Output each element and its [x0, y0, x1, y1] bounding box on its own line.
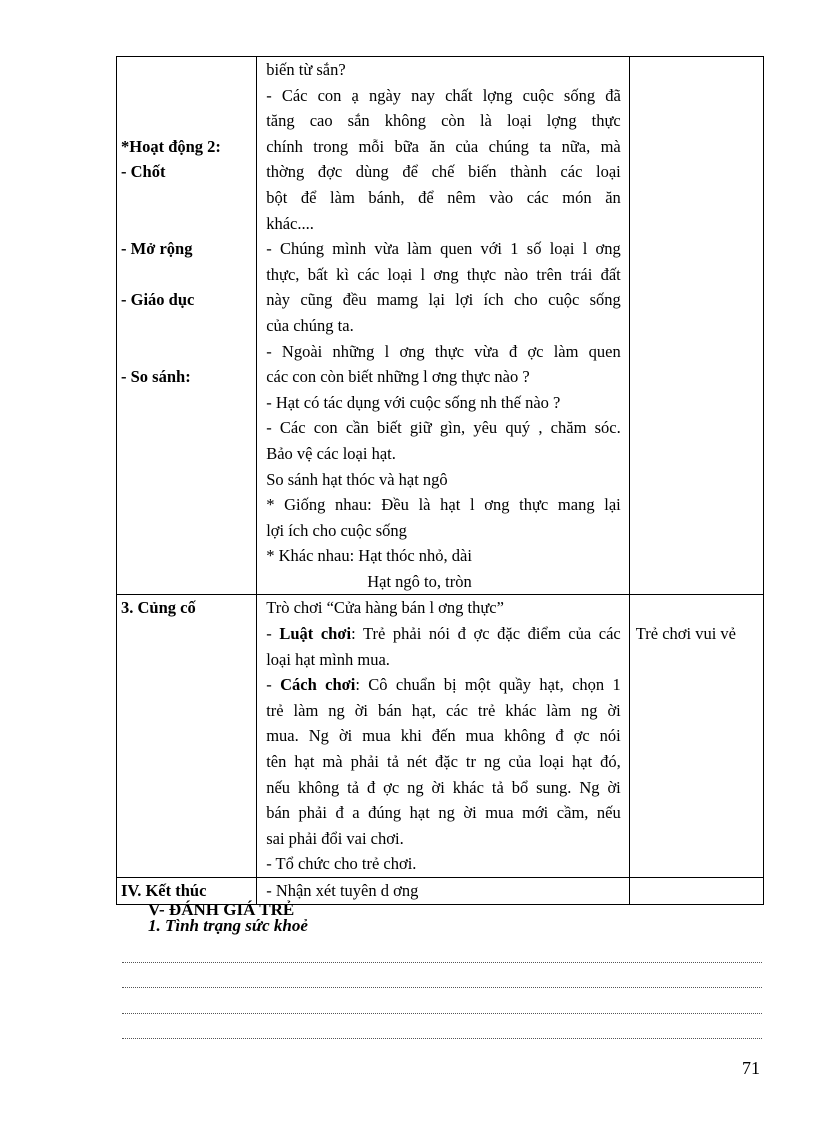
how-heading: Cách chơi [280, 675, 356, 695]
label-so-sanh: - So sánh: [121, 367, 191, 387]
section-subtitle: 1. Tình trạng sức khoẻ [148, 916, 308, 935]
table-row [117, 595, 764, 878]
content-line: thờng đợc dùng để chế biến thành các loại [266, 162, 621, 182]
outcome-cell [629, 57, 763, 595]
content-line: của chúng ta. [266, 315, 354, 335]
label-mo-rong: - Mở rộng [121, 239, 193, 259]
outcome-cell [629, 878, 763, 905]
label-chot: - Chốt [121, 162, 166, 182]
content-line: nếu không tả đ ợc ng ời khác tả bổ sung. Ng ời [266, 777, 621, 797]
dotted-line [122, 987, 762, 988]
content-line: Hạt ngô to, tròn [367, 571, 472, 591]
content-line: - Ngoài những l ơng thực vừa đ ợc làm quen [266, 341, 621, 361]
rule-heading: Luật chơi [279, 624, 352, 644]
label-ket-thuc: IV. Kết thúc [121, 881, 207, 900]
content-line: chính trong mỗi bữa ăn của chúng ta nữa, mà [266, 136, 621, 156]
page-number: 71 [742, 1058, 760, 1078]
content-line: loại hạt mình mua. [266, 649, 390, 669]
content-line: các con còn biết những l ơng thực nào ? [266, 367, 530, 387]
content-line: biến từ sắn? [266, 60, 346, 79]
dotted-line [122, 1013, 762, 1014]
content-line: - Các con ạ ngày nay chất lợng cuộc sống đã [266, 85, 621, 105]
content-line: - Luật chơi: Trẻ phải nói đ ợc đặc điểm của các [266, 624, 621, 644]
content-line: - Các con cần biết giữ gìn, yêu quý , chăm sóc. [266, 418, 621, 438]
content-line: khác.... [266, 213, 314, 233]
content-line: mua. Ng ời mua khi đến mua không đ ợc nói [266, 726, 621, 746]
label-cung-co: 3. Củng cố [121, 598, 196, 618]
evaluation-section [148, 902, 308, 934]
outcome-cell [629, 595, 763, 878]
content-line: * Khác nhau: Hạt thóc nhỏ, dài [266, 546, 472, 566]
content-line: - Nhận xét tuyên d ơng [266, 881, 419, 900]
content-line: lợi ích cho cuộc sống [266, 520, 407, 540]
activity-content-cell [257, 595, 630, 878]
content-line: So sánh hạt thóc và hạt ngô [266, 469, 448, 489]
content-line: * Giống nhau: Đều là hạt l ơng thực mang lại [266, 495, 621, 515]
content-line: tăng cao sắn không còn là loại lợng thực [266, 111, 621, 131]
content-line: thực, bất kì các loại l ơng thực nào trên trái đất [266, 264, 621, 284]
activity-label-cell [117, 595, 257, 878]
content-line: trẻ làm ng ời bán hạt, các trẻ khác làm ng ời [266, 700, 621, 720]
outcome-text: Trẻ chơi vui vẻ [635, 624, 736, 644]
content-line: bột để làm bánh, để nêm vào các món ăn [266, 187, 621, 207]
table-row [117, 57, 764, 595]
content-line: tên hạt mà phải tả nét đặc tr ng của loại hạt đó, [266, 752, 621, 772]
content-line: - Cách chơi: Cô chuẩn bị một quầy hạt, chọn 1 [266, 675, 621, 695]
rule-text: : Trẻ phải nói đ ợc đặc điểm của các [351, 624, 621, 644]
activity-label-cell [117, 57, 257, 595]
label-hoat-dong-2: *Hoạt động 2: [121, 136, 221, 156]
activity-content-cell [257, 57, 630, 595]
content-line: này cũng đều mamg lại lợi ích cho cuộc sống [266, 290, 621, 310]
dotted-line [122, 962, 762, 963]
lesson-plan-table [116, 56, 764, 905]
content-line: - Chúng mình vừa làm quen với 1 số loại l ơng [266, 239, 621, 259]
content-line: - Tổ chức cho trẻ chơi. [266, 854, 417, 874]
dotted-line [122, 1038, 762, 1039]
section-title: V- ĐÁNH GIÁ TRẺ [148, 900, 295, 919]
content-line: Trò chơi “Cửa hàng bán l ơng thực” [266, 598, 504, 618]
content-line: bán phải đ a đúng hạt ng ời mua mới cầm, nếu [266, 803, 621, 823]
label-giao-duc: - Giáo dục [121, 290, 195, 310]
content-line: - Hạt có tác dụng với cuộc sống nh thế nào ? [266, 392, 561, 412]
how-text: : Cô chuẩn bị một quầy hạt, chọn 1 [355, 675, 621, 695]
activity-content-cell [257, 878, 630, 905]
content-line: sai phải đổi vai chơi. [266, 828, 404, 848]
content-line: Bảo vệ các loại hạt. [266, 443, 396, 463]
